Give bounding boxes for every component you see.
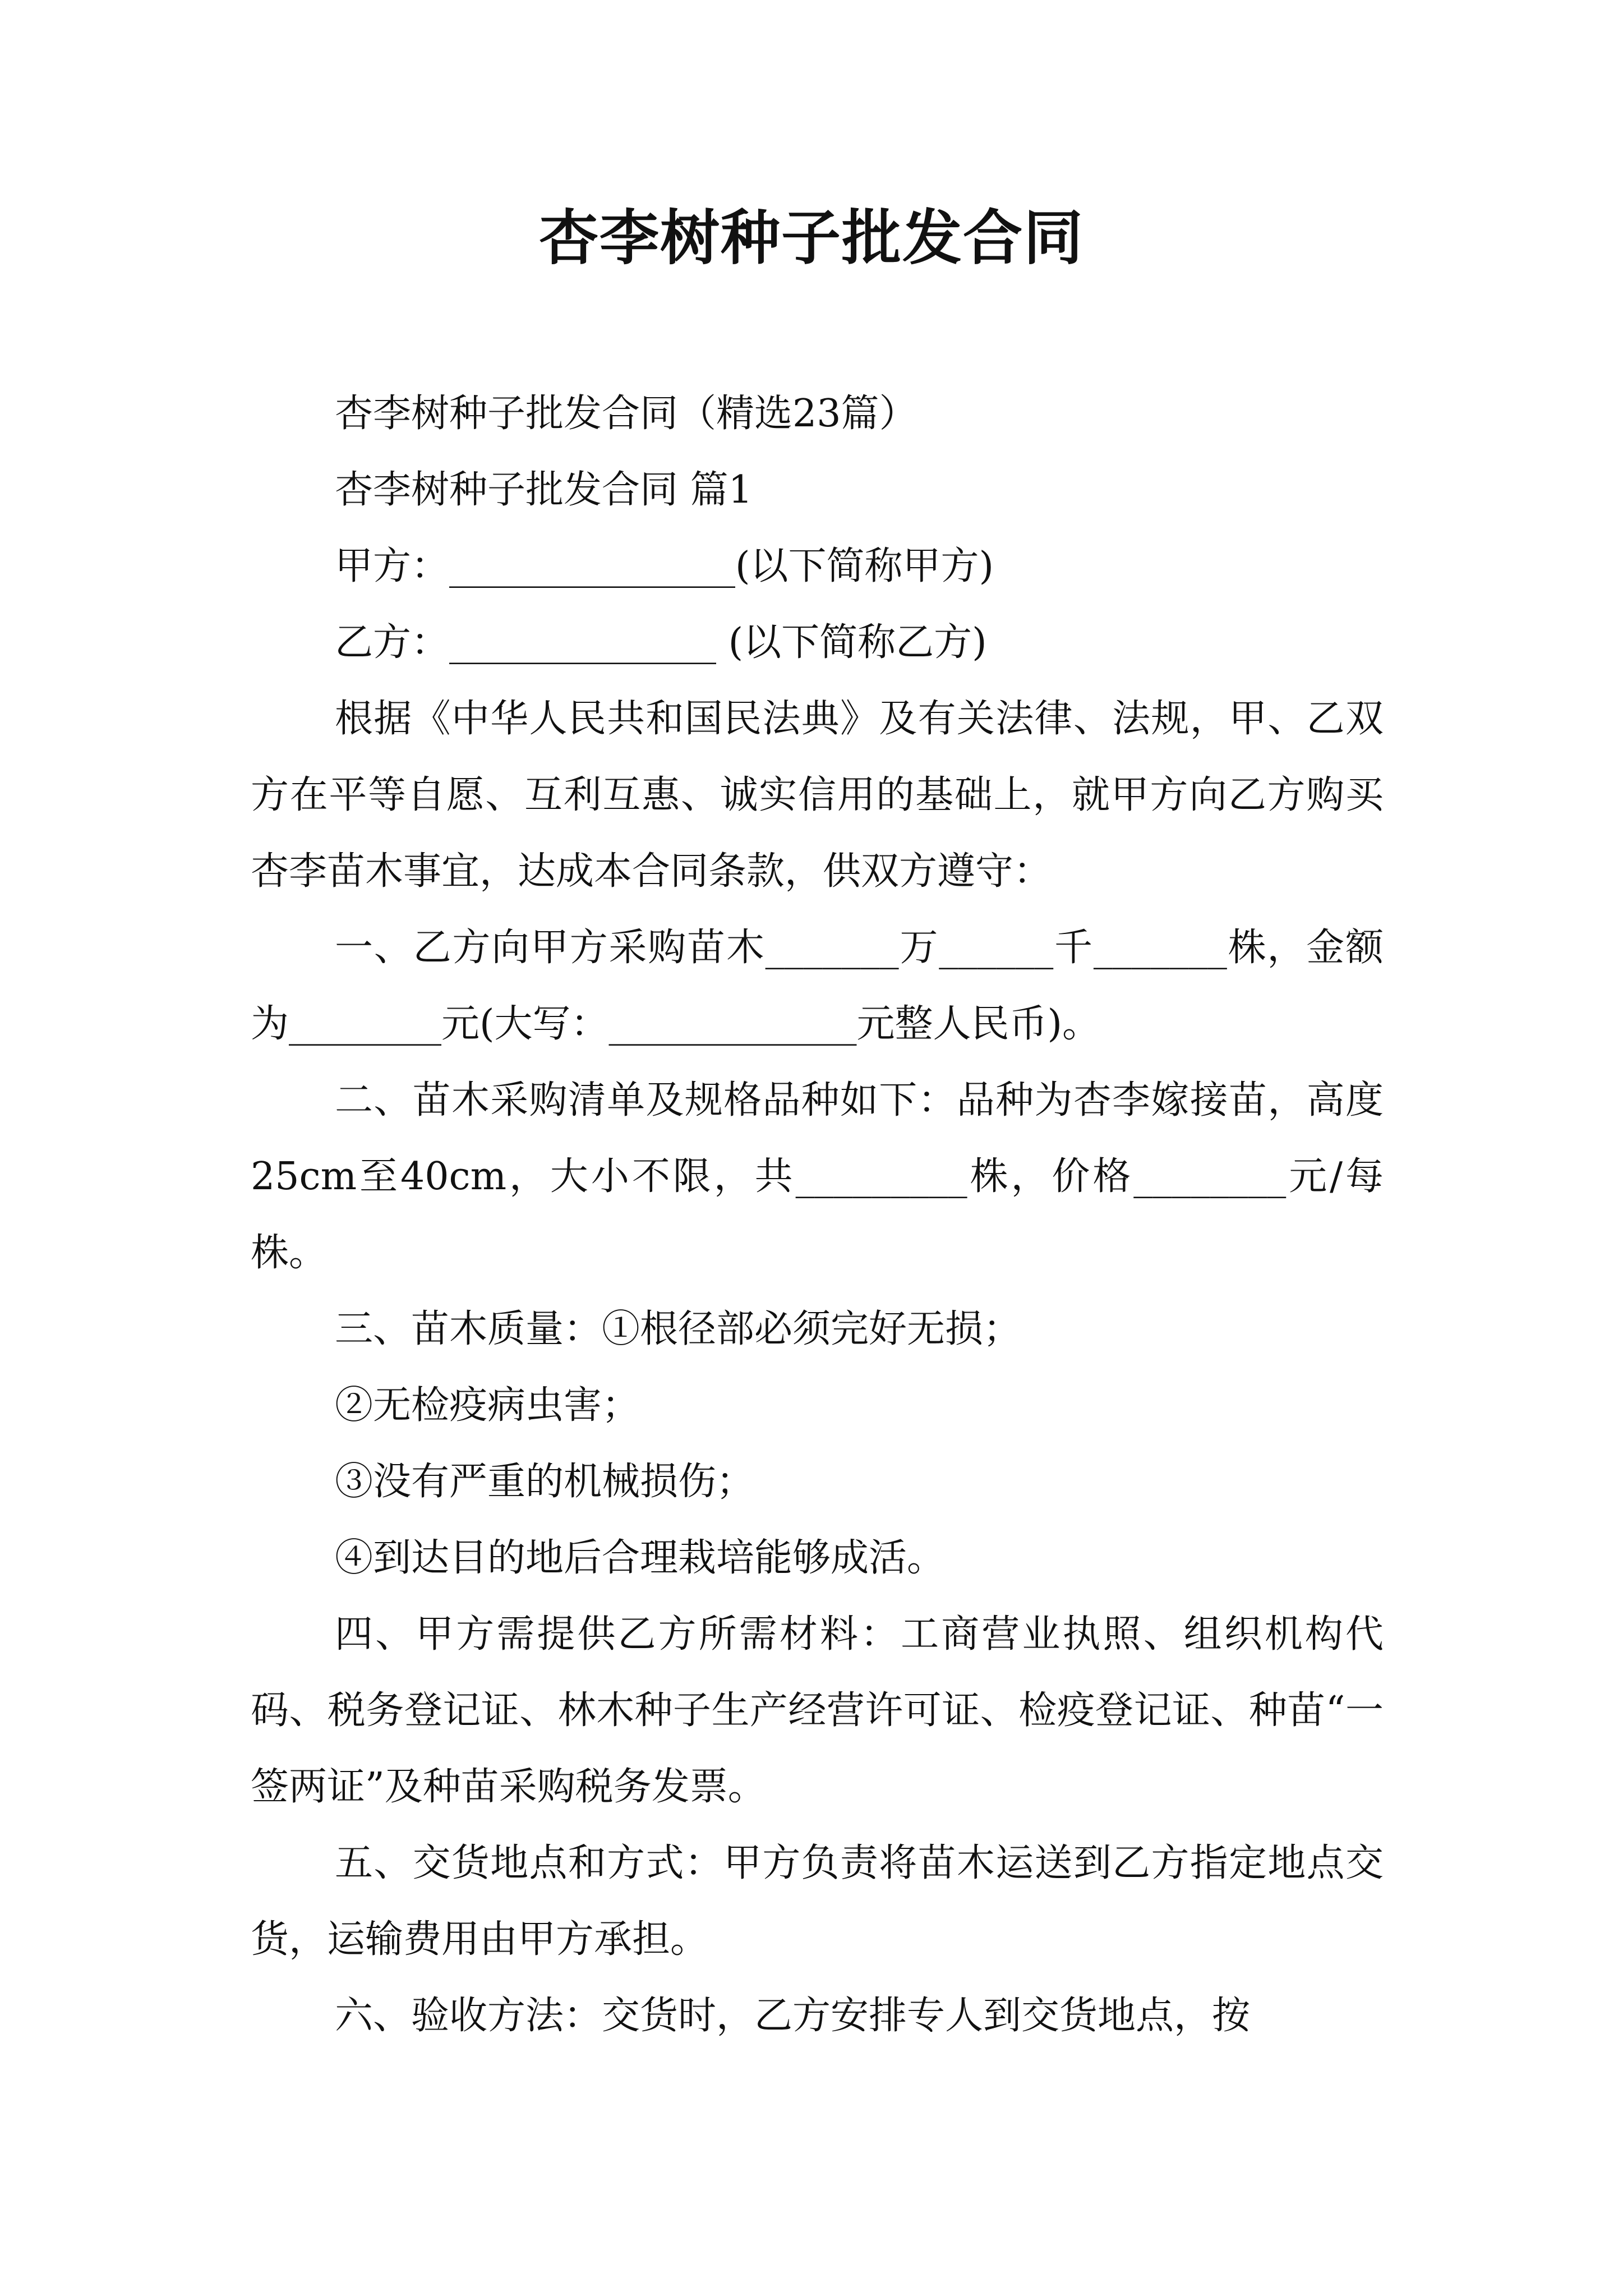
- paragraph-clause-3: 三、苗木质量：①根径部必须完好无损；: [335, 1307, 1022, 1351]
- paragraph-clause-5: 五、交货地点和方式：甲方负责将苗木运送到乙方指定地点交货，运输费用由甲方承担。: [251, 1841, 1384, 1962]
- document-body: [251, 376, 1384, 2054]
- paragraph-clause-6: 六、验收方法：交货时，乙方安排专人到交货地点，按: [335, 1994, 1251, 2038]
- paragraph-preamble: 根据《中华人民共和国民法典》及有关法律、法规，甲、乙双方在平等自愿、互利互惠、诚实信用的基础上，就甲方向乙方购买杏李苗木事宜，达成本合同条款，供双方遵守：: [251, 697, 1384, 894]
- paragraph-subtitle: 杏李树种子批发合同（精选23篇）: [335, 392, 917, 436]
- paragraph-clause-3-item-4: ④到达目的地后合理栽培能够成活。: [335, 1536, 946, 1580]
- paragraph-clause-3-item-2: ②无检疫病虫害；: [335, 1383, 640, 1428]
- paragraph-section-heading: 杏李树种子批发合同 篇1: [335, 468, 753, 512]
- paragraph-clause-4: 四、甲方需提供乙方所需材料：工商营业执照、组织机构代码、税务登记证、林木种子生产经营许可证、检疫登记证、种苗“一签两证”及种苗采购税务发票。: [251, 1612, 1384, 1809]
- paragraph-clause-2: 二、苗木采购清单及规格品种如下：品种为杏李嫁接苗，高度25cm至40cm，大小不限，共_________株，价格________元/每株。: [251, 1078, 1384, 1275]
- paragraph-clause-1: 一、乙方向甲方采购苗木_______万______千_______株，金额为________元(大写：_____________元整人民币)。: [251, 926, 1384, 1046]
- paragraph-party-b: 乙方：______________ (以下简称乙方): [335, 620, 987, 665]
- paragraph-clause-3-item-3: ③没有严重的机械损伤；: [335, 1460, 755, 1504]
- document-title: 杏李树种子批发合同: [539, 204, 1084, 273]
- paragraph-party-a: 甲方：_______________(以下简称甲方): [335, 544, 994, 588]
